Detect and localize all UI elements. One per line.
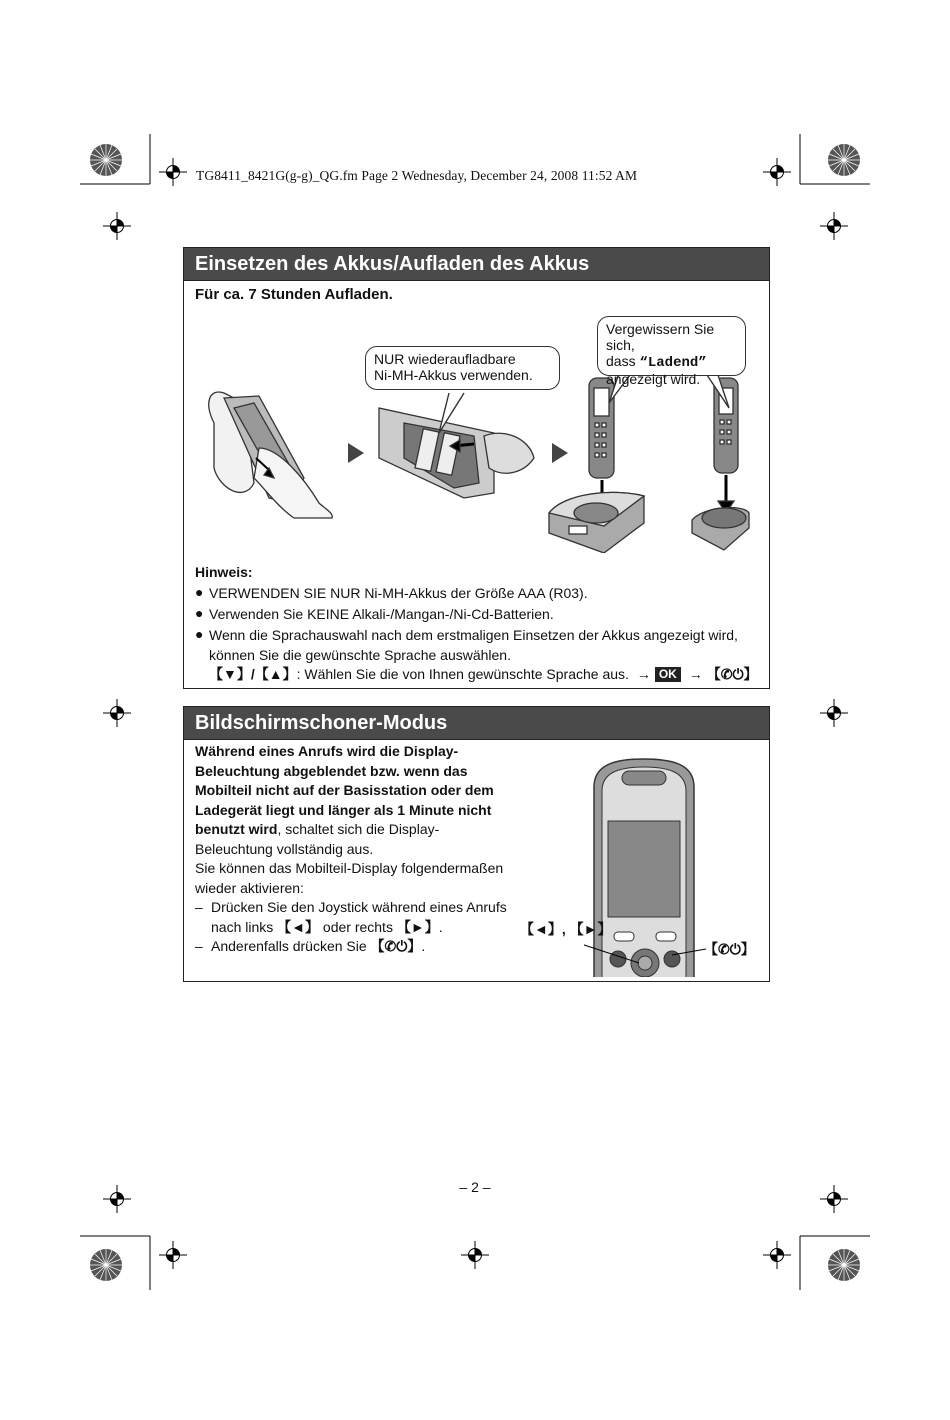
section-title-screensaver: Bildschirmschoner-Modus (184, 707, 769, 740)
battery-section (183, 247, 770, 689)
handset-battery-icon (379, 408, 534, 498)
step-arrow-icon (552, 443, 568, 463)
bullet-icon: ● (195, 584, 204, 600)
screensaver-description: Während eines Anrufs wird die Display- Beleuchtung abgeblendet bzw. wenn das Mobilteil nicht auf der Basisstation oder dem Ladegerät liegt und länger als 1 Minute nicht benutzt wird, schaltet sich die Display- Beleuchtung vollständig aus. Sie können das Mobilteil-Display folgendermaßen wieder aktivieren: – Drücken Sie den Joystick während eines Anrufs nach links 【◄】 oder rechts 【►】. – Anderenfalls drücken Sie 【✆⏻】. (195, 743, 507, 954)
page-number: – 2 – (459, 1179, 491, 1195)
end-power-key-callout: 【✆⏻】 (704, 941, 755, 957)
step-arrow-icon (348, 443, 364, 463)
arrow-right-icon: → (688, 666, 703, 682)
note-bullet-3: Wenn die Sprachauswahl nach dem erstmaligen Einsetzen der Akkus angezeigt wird, können Sie die gewünschte Sprache auswählen. 【▼】/【▲】: Wählen Sie die von Ihnen gewünschte Sprache aus. → OK → 【✆⏻】 (209, 627, 758, 682)
charge-duration-note: Für ca. 7 Stunden Aufladen. (195, 286, 393, 303)
bullet-icon: ● (195, 626, 204, 642)
section-title-battery: Einsetzen des Akkus/Aufladen des Akkus (184, 248, 769, 281)
charging-display-callout: Vergewissern Sie sich, dass “Ladend” angezeigt wird. (597, 316, 746, 376)
file-header-line: TG8411_8421G(g-g)_QG.fm Page 2 Wednesday, December 24, 2008 11:52 AM (196, 168, 638, 183)
handset-on-charger-icon (549, 378, 644, 553)
note-heading: Hinweis: (195, 564, 253, 580)
end-power-key: 【✆⏻】 (706, 666, 758, 682)
note-bullet-2: Verwenden Sie KEINE Alkali-/Mangan-/Ni-Cd-Batterien. (209, 606, 554, 622)
handset-charging-icon (692, 378, 749, 550)
bullet-icon: ● (195, 605, 204, 621)
hand-opening-cover-icon (209, 392, 332, 518)
battery-type-callout: NUR wiederaufladbare Ni-MH-Akkus verwenden. (365, 346, 560, 390)
arrow-right-icon: → (636, 666, 651, 682)
joystick-keys-callout: 【◄】, 【►】 (520, 921, 612, 937)
note-bullet-1: VERWENDEN SIE NUR Ni-MH-Akkus der Größe AAA (R03). (209, 585, 588, 601)
screensaver-section (183, 706, 770, 982)
ok-key-icon: OK (655, 667, 681, 682)
